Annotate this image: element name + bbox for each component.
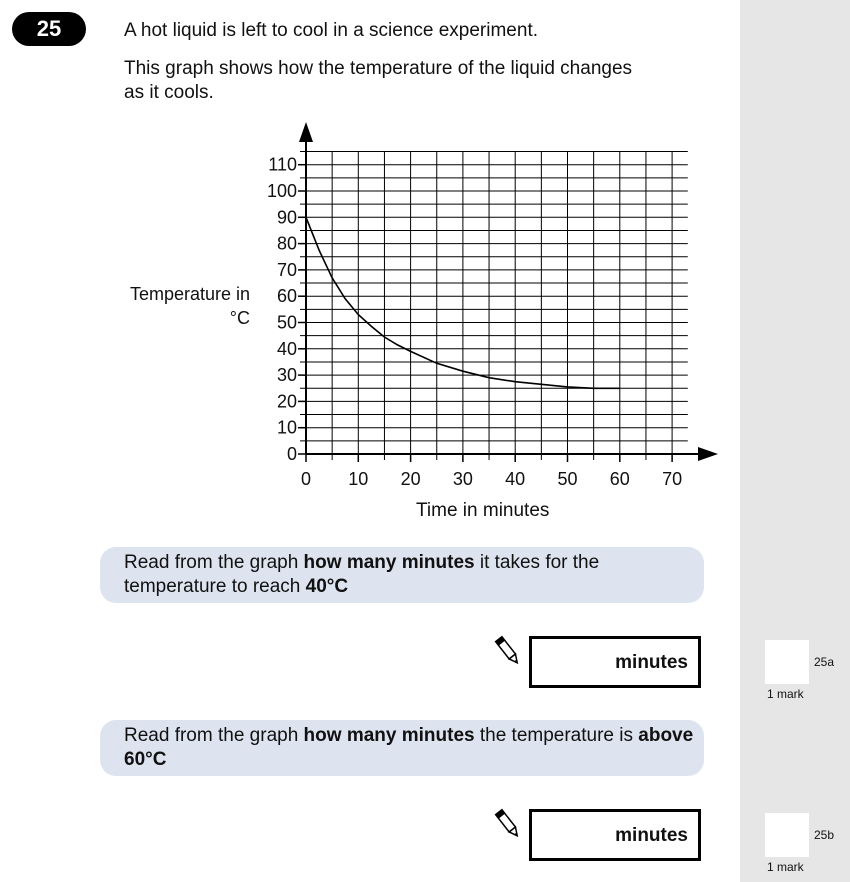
part-b-answer-field[interactable] xyxy=(529,809,701,861)
x-tick-label: 50 xyxy=(557,469,578,489)
part-b-prompt: Read from the graph how many minutes the temperature is above 60°C xyxy=(124,725,694,770)
y-tick-label: 20 xyxy=(276,391,297,412)
part-b-mark-box xyxy=(765,813,809,857)
y-axis-label: Temperature in °C xyxy=(129,284,250,328)
question-description: This graph shows how the temperature of the liquid changes as it cools. xyxy=(124,58,633,103)
y-tick-label: 70 xyxy=(276,259,297,280)
y-tick-label: 0 xyxy=(286,444,297,464)
x-axis-arrow xyxy=(698,447,718,461)
part-b-mark-label: 1 mark xyxy=(767,860,804,874)
x-tick-label: 0 xyxy=(300,469,312,489)
part-a-mark-label: 1 mark xyxy=(767,687,804,701)
y-tick-label: 30 xyxy=(276,365,297,386)
pencil-icon xyxy=(494,634,522,668)
y-tick-label: 100 xyxy=(266,181,297,201)
part-a-answer-field[interactable] xyxy=(529,636,701,688)
part-b-unit: minutes xyxy=(615,825,688,846)
part-b-code: 25b xyxy=(814,828,835,842)
part-a-unit: minutes xyxy=(615,652,688,673)
x-tick-label: 40 xyxy=(505,469,526,489)
question-number-badge: 25 xyxy=(12,12,86,46)
y-tick-label: 10 xyxy=(276,417,297,438)
y-tick-label: 90 xyxy=(276,207,297,228)
y-axis-arrow xyxy=(299,122,313,142)
x-axis-label: Time in minutes xyxy=(416,500,550,521)
part-a-question-box xyxy=(100,547,704,603)
y-tick-label: 40 xyxy=(276,338,297,359)
part-b-question-box xyxy=(100,720,704,776)
y-tick-label: 50 xyxy=(276,312,297,333)
part-a-code: 25a xyxy=(814,655,835,669)
y-tick-label: 60 xyxy=(276,286,297,307)
part-a-mark-box xyxy=(765,640,809,684)
question-intro: A hot liquid is left to cool in a science experiment. xyxy=(124,20,539,41)
x-tick-label: 10 xyxy=(348,469,369,489)
x-tick-label: 60 xyxy=(609,469,630,489)
pencil-icon xyxy=(494,807,522,841)
x-tick-label: 20 xyxy=(400,469,421,489)
x-tick-label: 70 xyxy=(662,469,683,489)
y-tick-label: 80 xyxy=(276,233,297,254)
x-tick-label: 30 xyxy=(452,469,473,489)
part-a-prompt: Read from the graph how many minutes it takes for the temperature to reach 40°C xyxy=(124,552,600,597)
y-tick-label: 110 xyxy=(268,154,297,175)
